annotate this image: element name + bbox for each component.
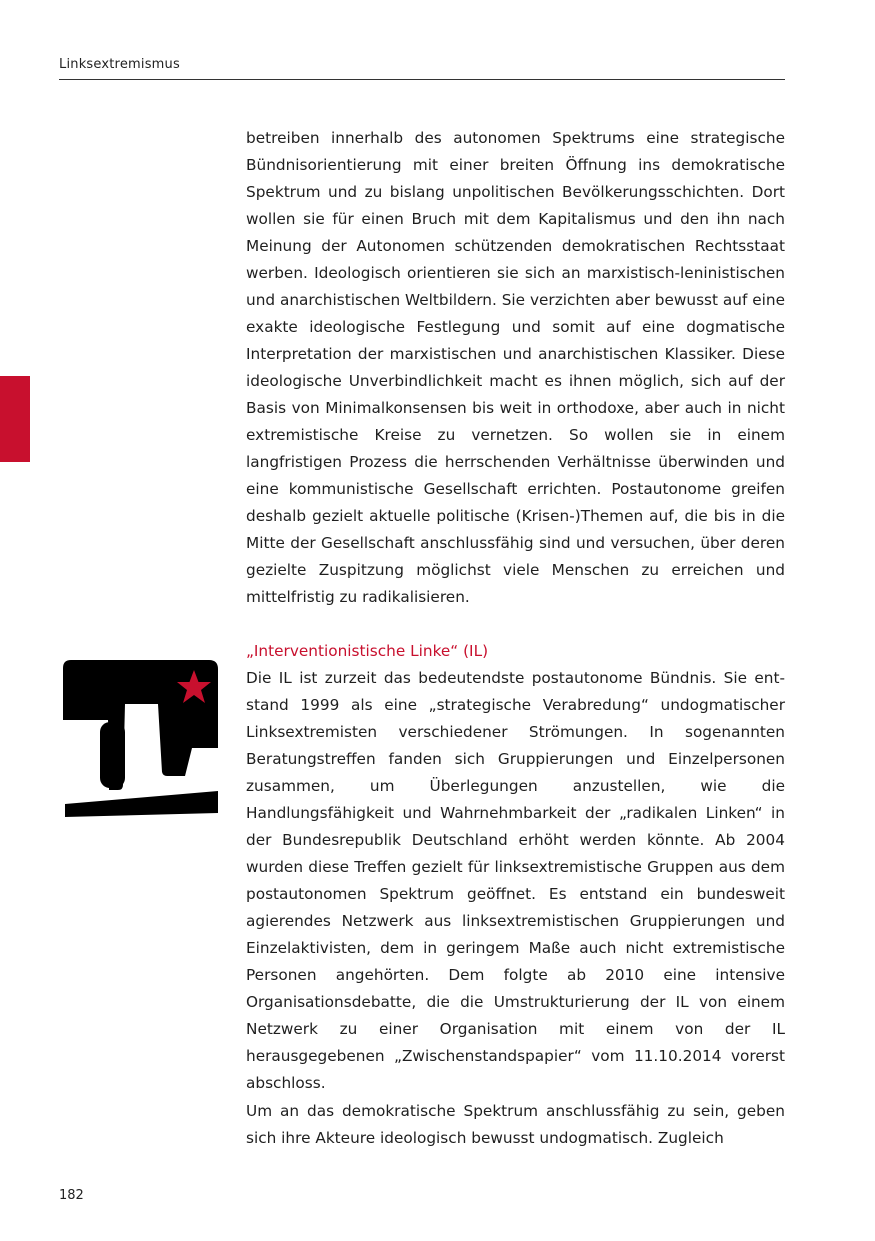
running-header: Linksextremismus: [59, 57, 180, 72]
logo-left-stem: [109, 700, 117, 790]
body-text-block-1: [246, 125, 785, 611]
logo-base-bar: [65, 791, 218, 817]
paragraph: betreiben innerhalb des autonomen Spektrums eine strategische Bündnisorientierung mit einer breiten Öffnung ins demokratische Spektrum und zu bislang unpolitischen Bevölkerungsschichten. Dort wollen sie für einen Bruch mit dem Kapitalismus und den ihn nach Meinung der Autonomen schützenden demokratischen Rechtsstaat werben. Ideologisch orientieren sie sich an marxistisch-leninistischen und anarchistischen Weltbildern. Sie verzichten aber bewusst auf eine exakte ideologische Festlegung und somit auf eine dogmatische Interpretation der marxistischen und anarchistischen Klassiker. Diese ideologische Unverbindlichkeit macht es ihnen möglich, sich auf der Basis von Minimalkonsensen bis weit in orthodoxe, aber auch in nicht extremistische Kreise zu vernetzen. So wollen sie in einem langfristigen Prozess die herrschenden Verhältnisse überwinden und eine kommunistische Gesellschaft errichten. Postautonome greifen deshalb gezielt aktuelle politische (Krisen-)Themen auf, die bis in die Mitte der Gesellschaft anschlussfähig sind und versuchen, über deren gezielte Zuspitzung möglichst viele Menschen zu erreichen und mittelfristig zu radikalisieren.: [246, 129, 785, 606]
body-text-block-3: [246, 1098, 785, 1152]
paragraph: Die IL ist zurzeit das bedeutendste postautonome Bündnis. Sie entstand 1999 als eine „strategische Verabredung“ undogmatischer Linksextremisten verschiedener Strömungen. In sogenannten Beratungstreffen fanden sich Gruppierungen und Einzelpersonen zusammen, um Überlegungen anzustellen, wie die Handlungsfähigkeit und Wahrnehmbarkeit der „radikalen Linken“ in der Bundesrepublik Deutschland erhöht werden könnte. Ab 2004 wurden diese Treffen gezielt für linksextremistische Gruppen aus dem postautonomen Spektrum geöffnet. Es entstand ein bundesweit agierendes Netzwerk aus linksextremistischen Gruppierungen und Einzelaktivisten, dem in geringem Maße auch nicht extremistische Personen angehörten. Dem folgte ab 2010 eine intensive Organisationsdebatte, die die Umstrukturierung der IL von einem Netzwerk zu einer Organisation mit einem von der IL herausgegebenen „Zwischenstandspapier“ vom 11.10.2014 vorerst abschloss.: [246, 669, 785, 1092]
section-heading: „Interventionistische Linke“ (IL): [246, 642, 489, 660]
header-divider: [59, 79, 785, 80]
page-number: 182: [59, 1188, 84, 1203]
body-text-block-2: [246, 665, 785, 1097]
paragraph: Um an das demokratische Spektrum anschlussfähig zu sein, geben sich ihre Akteure ideologisch bewusst undogmatisch. Zugleich: [246, 1102, 785, 1147]
il-logo-icon: [63, 660, 218, 817]
chapter-tab-marker: [0, 376, 30, 462]
